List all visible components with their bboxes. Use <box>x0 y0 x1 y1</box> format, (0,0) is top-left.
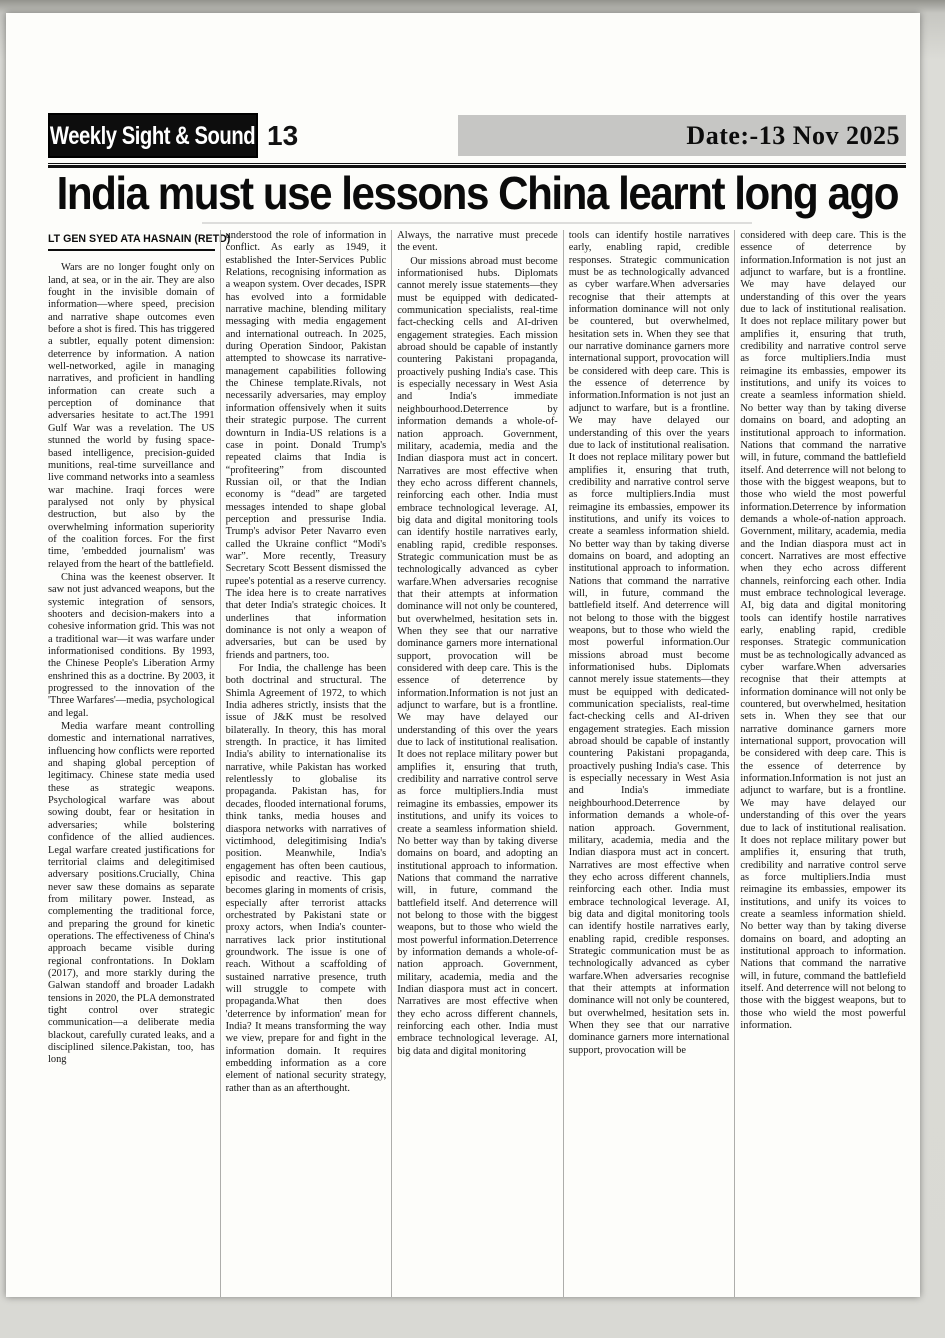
column-2 <box>220 230 392 1297</box>
byline: LT GEN SYED ATA HASNAIN (RETD) <box>48 233 215 251</box>
publication-name: Weekly Sight & Sound <box>50 120 256 149</box>
paragraph: Our missions abroad must become informationised hubs. Diplomats cannot merely issue statements—they must be equipped with dedicated-communication specialists, real-time fact-checking cells and AI-driven engagement strategies. Each mission abroad should be capable of instantly countering Pakistani propaganda, proactively pushing India's case. This is especially necessary in West Asia and India's immediate neighbourhood.Deterrence by information demands a whole-of-nation approach. Government, military, academia, media and the Indian diaspora must act in concert. Narratives are most effective when they echo across different channels, reinforcing each other. India must embrace technological leverage. AI, big data and digital monitoring tools can identify hostile narratives early, enabling rapid, credible responses. Strategic communication must be as technologically advanced as cyber warfare.When adversaries recognise that their attempts at information dominance will not only be countered, but overwhelmed, hesitation sets in. When they see that our narrative dominance garners more international support, provocation will be considered with deep care. This is the essence of deterrence by information.Information is not just an adjunct to warfare, but is a frontline. We may have delayed our understanding of this over the years due to lack of institutional realisation. It does not replace military power but amplifies it, ensuring that truth, credibility and narrative control serve as force multipliers.India must reimagine its embassies, empower its institutions, and unify its voices to create a seamless information shield. No better way than by taking diverse domains on board, and adopting an institutional approach to information. Nations that command the narrative will, in future, command the battlefield itself. And deterrence will not belong to those with the biggest weapons, but to those who wield the most powerful information.Deterrence by information demands a whole-of-nation approach. Government, military, academia, media and the Indian diaspora must act in concert. Narratives are most effective when they echo across different channels, reinforcing each other. India must embrace technological leverage. AI, big data and digital monitoring <box>397 255 558 1057</box>
paragraph: Wars are no longer fought only on land, at sea, or in the air. They are also fought in the invisible domain of information—where speed, precision and narrative shape outcomes even before a shot is fired. This has triggered a subtler, equally potent dimension: deterrence by information. A nation well-networked, agile in managing narratives, and proficient in handling information can create such a perception of dominance that adversaries hesitate to act.The 1991 Gulf War was a revelation. The US stunned the world by fusing space-based intelligence, precision-guided munitions, real-time surveillance and live command networks into a seamless war machine. Iraqi forces were paralysed not only by physical destruction, but also by the overwhelming information superiority of the coalition forces. For the first time, 'embedded journalism' was relayed from the heart of the battlefield. <box>48 262 215 570</box>
paragraph: Always, the narrative must precede the event. <box>397 230 558 254</box>
paragraph: China was the keenest observer. It saw not just advanced weapons, but the systemic integration of sensors, shooters and decision-makers into a cohesive information grid. This was not a traditional war—it was warfare under informationised conditions. By 1993, the Chinese People's Liberation Army enshrined this as a doctrine. By 2003, it progressed to the innovation of the 'Three Warfares'—media, psychological and legal. <box>48 571 215 719</box>
masthead <box>48 113 906 158</box>
newspaper-page <box>6 13 920 1297</box>
column-5 <box>734 230 906 1297</box>
paragraph: considered with deep care. This is the essence of deterrence by information.Information is not just an adjunct to warfare, but is a frontline. We may have delayed our understanding of this over the years due to lack of institutional realisation. It does not replace military power but amplifies it, ensuring that truth, credibility and narrative control serve as force multipliers.India must reimagine its embassies, empower its institutions, and unify its voices to create a seamless information shield. No better way than by taking diverse domains on board, and adopting an institutional approach to information. Nations that command the narrative will, in future, command the battlefield itself. And deterrence will not belong to those with the biggest weapons, but to those who wield the most powerful information.Deterrence by information demands a whole-of-nation approach. Government, military, academia, media and the Indian diaspora must act in concert. Narratives are most effective when they echo across different channels, reinforcing each other. India must embrace technological leverage. AI, big data and digital monitoring tools can identify hostile narratives early, enabling rapid, credible responses. Strategic communication must be as technologically advanced as cyber warfare.When adversaries recognise that their attempts at information dominance will not only be countered, but overwhelmed, hesitation sets in. When they see that our narrative dominance garners more international support, provocation will be considered with deep care. This is the essence of deterrence by information.Information is not just an adjunct to warfare, but is a frontline. We may have delayed our understanding of this over the years due to lack of institutional realisation. It does not replace military power but amplifies it, ensuring that truth, credibility and narrative control serve as force multipliers.India must reimagine its embassies, empower its institutions, and unify its voices to create a seamless information shield. No better way than by taking diverse domains on board, and adopting an institutional approach to information. Nations that command the narrative will, in future, command the battlefield itself. And deterrence will not belong to those with the biggest weapons, but to those who wield the most powerful information. <box>740 230 906 1031</box>
column-4 <box>563 230 735 1297</box>
date-bar <box>458 115 906 156</box>
page-number: 13 <box>267 119 299 151</box>
article-body <box>48 230 906 1297</box>
paragraph: Media warfare meant controlling domestic and international narratives, influencing how conflicts were reported and shaping global perception of legitimacy. Chinese state media used these as strategic weapons. Psychological warfare was about sowing doubt, fear or hesitation in adversaries; while bolstering confidence of the allied audiences. Legal warfare created justifications for territorial claims and delegitimised adversary positions.Crucially, China never saw these domains as separate from military power. Instead, as complementing the traditional force, and preparing the ground for kinetic operations. The effectiveness of China's approach became visible during regional confrontations. In Doklam (2017), and more starkly during the Galwan standoff and broader Ladakh tensions in 2020, the PLA demonstrated tight control over strategic communication—a deliberate media blackout, carefully curated leaks, and a disciplined silence.Pakistan, too, has long <box>48 721 215 1066</box>
paragraph: For India, the challenge has been both doctrinal and structural. The Shimla Agreement of 1972, to which India adheres strictly, insists that the issue of J&K must be resolved bilaterally. In theory, this has moral strength. In practice, it has limited India's ability to internationalise its narrative, while Pakistan has worked relentlessly to globalise its propaganda. Pakistan has, for decades, flooded international forums, think tanks, media houses and diaspora networks with narratives of victimhood, delegitimising India's position. Meanwhile, India's engagement has often been cautious, episodic and reactive. This gap becomes glaring in moments of crisis, especially after terrorist attacks orchestrated by Pakistani state or proxy actors, when India's counter-narratives lack prior institutional groundwork. The issue is one of reach. Without a scaffolding of sustained narrative presence, truth will struggle to compete with propaganda.What then does 'deterrence by information' mean for India? It means transforming the way we view, prepare for and fight in the information domain. It requires embedding information as a core element of national security strategy, rather than as an afterthought. <box>225 663 387 1094</box>
paragraph: understood the role of information in conflict. As early as 1949, it established the Inter-Services Public Relations, recognising information as a weapon system. Over decades, ISPR has evolved into a formidable narrative machine, blending military messaging with media engagement and international outreach. In 2025, during Operation Sindoor, Pakistan attempted to showcase its narrative-management capabilities following the Chinese template.Rivals, not necessarily adversaries, may employ information offensively when it suits their strategic purpose. The current downturn in India-US relations is a case in point. Donald Trump's repeated claims that India is “profiteering” from discounted Russian oil, or that the Indian economy is “dead” are targeted messages intended to shape global perception and pressurise India. Trump's advisor Peter Navarro even called the Ukraine conflict “Modi's war”. More recently, Treasury Secretary Scott Bessent dismissed the rupee's potential as a reserve currency. The idea here is to create narratives that deter India's strategic choices. It underlines that information dominance is not only a weapon of adversaries, but can be used by friends and partners, too. <box>225 230 387 661</box>
paragraph: tools can identify hostile narratives early, enabling rapid, credible responses. Strategic communication must be as technologically advanced as cyber warfare.When adversaries recognise that their attempts at information dominance will not only be countered, but overwhelmed, hesitation sets in. When they see that our narrative dominance garners more international support, provocation will be considered with deep care. This is the essence of deterrence by information.Information is not just an adjunct to warfare, but is a frontline. We may have delayed our understanding of this over the years due to lack of institutional realisation. It does not replace military power but amplifies it, ensuring that truth, credibility and narrative control serve as force multipliers.India must reimagine its embassies, empower its institutions, and unify its voices to create a seamless information shield. No better way than by taking diverse domains on board, and adopting an institutional approach to information. Nations that command the narrative will, in future, command the battlefield itself. And deterrence will not belong to those with the biggest weapons, but to those who wield the most powerful information.Our missions abroad must become informationised hubs. Diplomats cannot merely issue statements—they must be equipped with dedicated-communication specialists, real-time fact-checking cells and AI-driven engagement strategies. Each mission abroad should be capable of instantly countering Pakistani propaganda, proactively pushing India's case. This is especially necessary in West Asia and India's immediate neighbourhood.Deterrence by information demands a whole-of-nation approach. Government, military, academia, media and the Indian diaspora must act in concert. Narratives are most effective when they echo across different channels, reinforcing each other. India must embrace technological leverage. AI, big data and digital monitoring tools can identify hostile narratives early, enabling rapid, credible responses. Strategic communication must be as technologically advanced as cyber warfare.When adversaries recognise that their attempts at information dominance will not only be countered, but overwhelmed, hesitation sets in. When they see that our narrative dominance garners more international support, provocation will be <box>568 230 730 1056</box>
column-1 <box>48 230 231 1297</box>
publication-name-box <box>48 113 258 158</box>
column-3 <box>391 230 563 1297</box>
headline: India must use lessons China learnt long ago <box>56 167 899 220</box>
date-text: Date:-13 Nov 2025 <box>686 120 900 150</box>
headline-rule <box>202 222 751 224</box>
